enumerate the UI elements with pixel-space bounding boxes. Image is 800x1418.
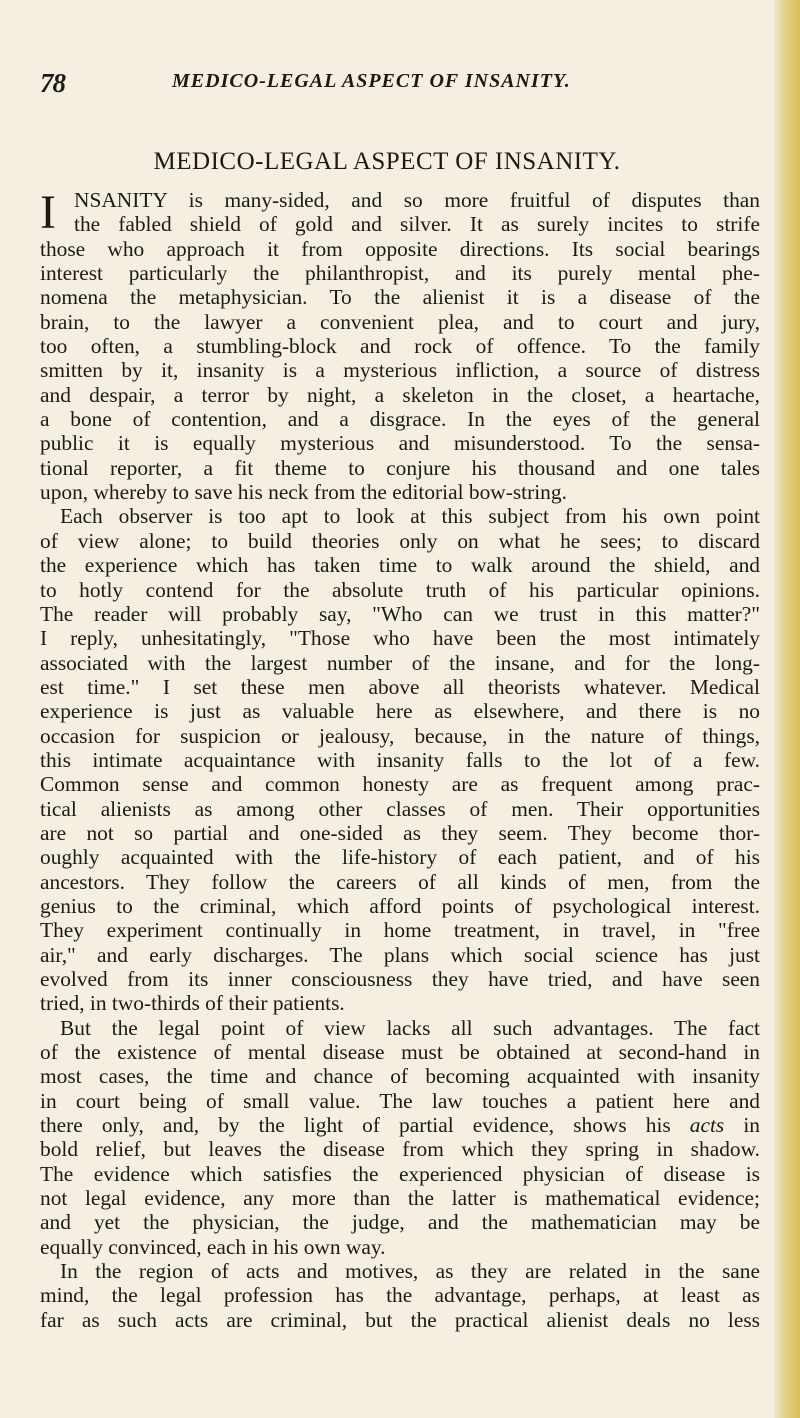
text-line: Common sense and common honesty are as frequent among prac- bbox=[40, 772, 760, 797]
text-line: mind, the legal profession has the advantage, perhaps, at least as bbox=[40, 1283, 760, 1308]
drop-cap: I bbox=[40, 186, 56, 239]
text-line: tical alienists as among other classes of men. Their opportunities bbox=[40, 796, 760, 821]
page-edge bbox=[774, 0, 800, 1418]
text-line: the experience which has taken time to walk around the shield, and bbox=[40, 553, 760, 578]
text-line: too often, a stumbling-block and rock of offence. To the family bbox=[40, 334, 760, 359]
text-line: genius to the criminal, which afford points of psychological interest. bbox=[40, 893, 760, 918]
text-line: I reply, unhesitatingly, "Those who have been the most intimately bbox=[40, 626, 760, 651]
text-line: interest particularly the philanthropist, and its purely mental phe- bbox=[40, 261, 760, 286]
text-line: in court being of small value. The law touches a patient here and bbox=[40, 1088, 760, 1113]
text-line: experience is just as valuable here as elsewhere, and there is no bbox=[40, 699, 760, 724]
text-line: est time." I set these men above all theorists whatever. Medical bbox=[40, 674, 760, 699]
text-line: associated with the largest number of the insane, and for the long- bbox=[40, 650, 760, 675]
text-line: The reader will probably say, "Who can we trust in this matter?" bbox=[40, 601, 760, 626]
body-text bbox=[40, 188, 760, 1332]
text-line: They experiment continually in home treatment, in travel, in "free bbox=[40, 918, 760, 943]
running-title: MEDICO-LEGAL ASPECT OF INSANITY. bbox=[172, 70, 571, 92]
text-line: upon, whereby to save his neck from the editorial bow-string. bbox=[40, 480, 567, 505]
text-line: equally convinced, each in his own way. bbox=[40, 1234, 386, 1259]
text-line: those who approach it from opposite directions. Its social bearings bbox=[40, 236, 760, 261]
text-line: the fabled shield of gold and silver. It as surely incites to strife bbox=[74, 212, 760, 237]
text-line: air," and early discharges. The plans which social science has just bbox=[40, 942, 760, 967]
chapter-title: MEDICO-LEGAL ASPECT OF INSANITY. bbox=[153, 148, 621, 175]
text-line: tional reporter, a fit theme to conjure his thousand and one tales bbox=[40, 455, 760, 480]
text-line: In the region of acts and motives, as they are related in the sane bbox=[60, 1259, 760, 1284]
text-line: ancestors. They follow the careers of all kinds of men, from the bbox=[40, 869, 760, 894]
text-line: and despair, a terror by night, a skeleton in the closet, a heartache, bbox=[40, 382, 760, 407]
text-line: and yet the physician, the judge, and the mathematician may be bbox=[40, 1210, 760, 1235]
emphasis-acts: acts bbox=[689, 1113, 725, 1138]
text-line: of the existence of mental disease must be obtained at second-hand in bbox=[40, 1040, 760, 1065]
running-header bbox=[40, 68, 760, 102]
text-line: Each observer is too apt to look at this subject from his own point bbox=[60, 504, 760, 529]
text-line: of view alone; to build theories only on what he sees; to discard bbox=[40, 528, 760, 553]
text-line: to hotly contend for the absolute truth of his particular opinions. bbox=[40, 577, 760, 602]
text-line: public it is equally mysterious and misunderstood. To the sensa- bbox=[40, 431, 760, 456]
text-line: bold relief, but leaves the disease from which they spring in shadow. bbox=[40, 1137, 760, 1162]
text-line: nomena the metaphysician. To the alienist it is a disease of the bbox=[40, 285, 760, 310]
text-line: oughly acquainted with the life-history of each patient, and of his bbox=[40, 845, 760, 870]
text-line: a bone of contention, and a disgrace. In the eyes of the general bbox=[40, 407, 760, 432]
text-line: smitten by it, insanity is a mysterious infliction, a source of distress bbox=[40, 358, 760, 383]
text-line: are not so partial and one-sided as they seem. They become thor- bbox=[40, 820, 760, 845]
text-line-first: I NSANITY is many-sided, and so more fruitful of disputes than bbox=[40, 186, 760, 239]
page-number: 78 bbox=[40, 68, 65, 98]
text-line: brain, to the lawyer a convenient plea, and to court and jury, bbox=[40, 309, 760, 334]
text-line-with-emphasis: there only, and, by the light of partial evidence, shows his acts in bbox=[40, 1113, 760, 1138]
text-line: But the legal point of view lacks all such advantages. The fact bbox=[60, 1015, 760, 1040]
text-line: occasion for suspicion or jealousy, because, in the nature of things, bbox=[40, 723, 760, 748]
text-line: far as such acts are criminal, but the practical alienist deals no less bbox=[40, 1307, 760, 1332]
text-line: evolved from its inner consciousness they have tried, and have seen bbox=[40, 967, 760, 991]
text-line: most cases, the time and chance of becoming acquainted with insanity bbox=[40, 1064, 760, 1089]
text-line: The evidence which satisfies the experienced physician of disease is bbox=[40, 1161, 760, 1186]
text-line: not legal evidence, any more than the latter is mathematical evidence; bbox=[40, 1186, 760, 1211]
text-line: this intimate acquaintance with insanity falls to the lot of a few. bbox=[40, 747, 760, 772]
text-line: tried, in two-thirds of their patients. bbox=[40, 991, 345, 1016]
